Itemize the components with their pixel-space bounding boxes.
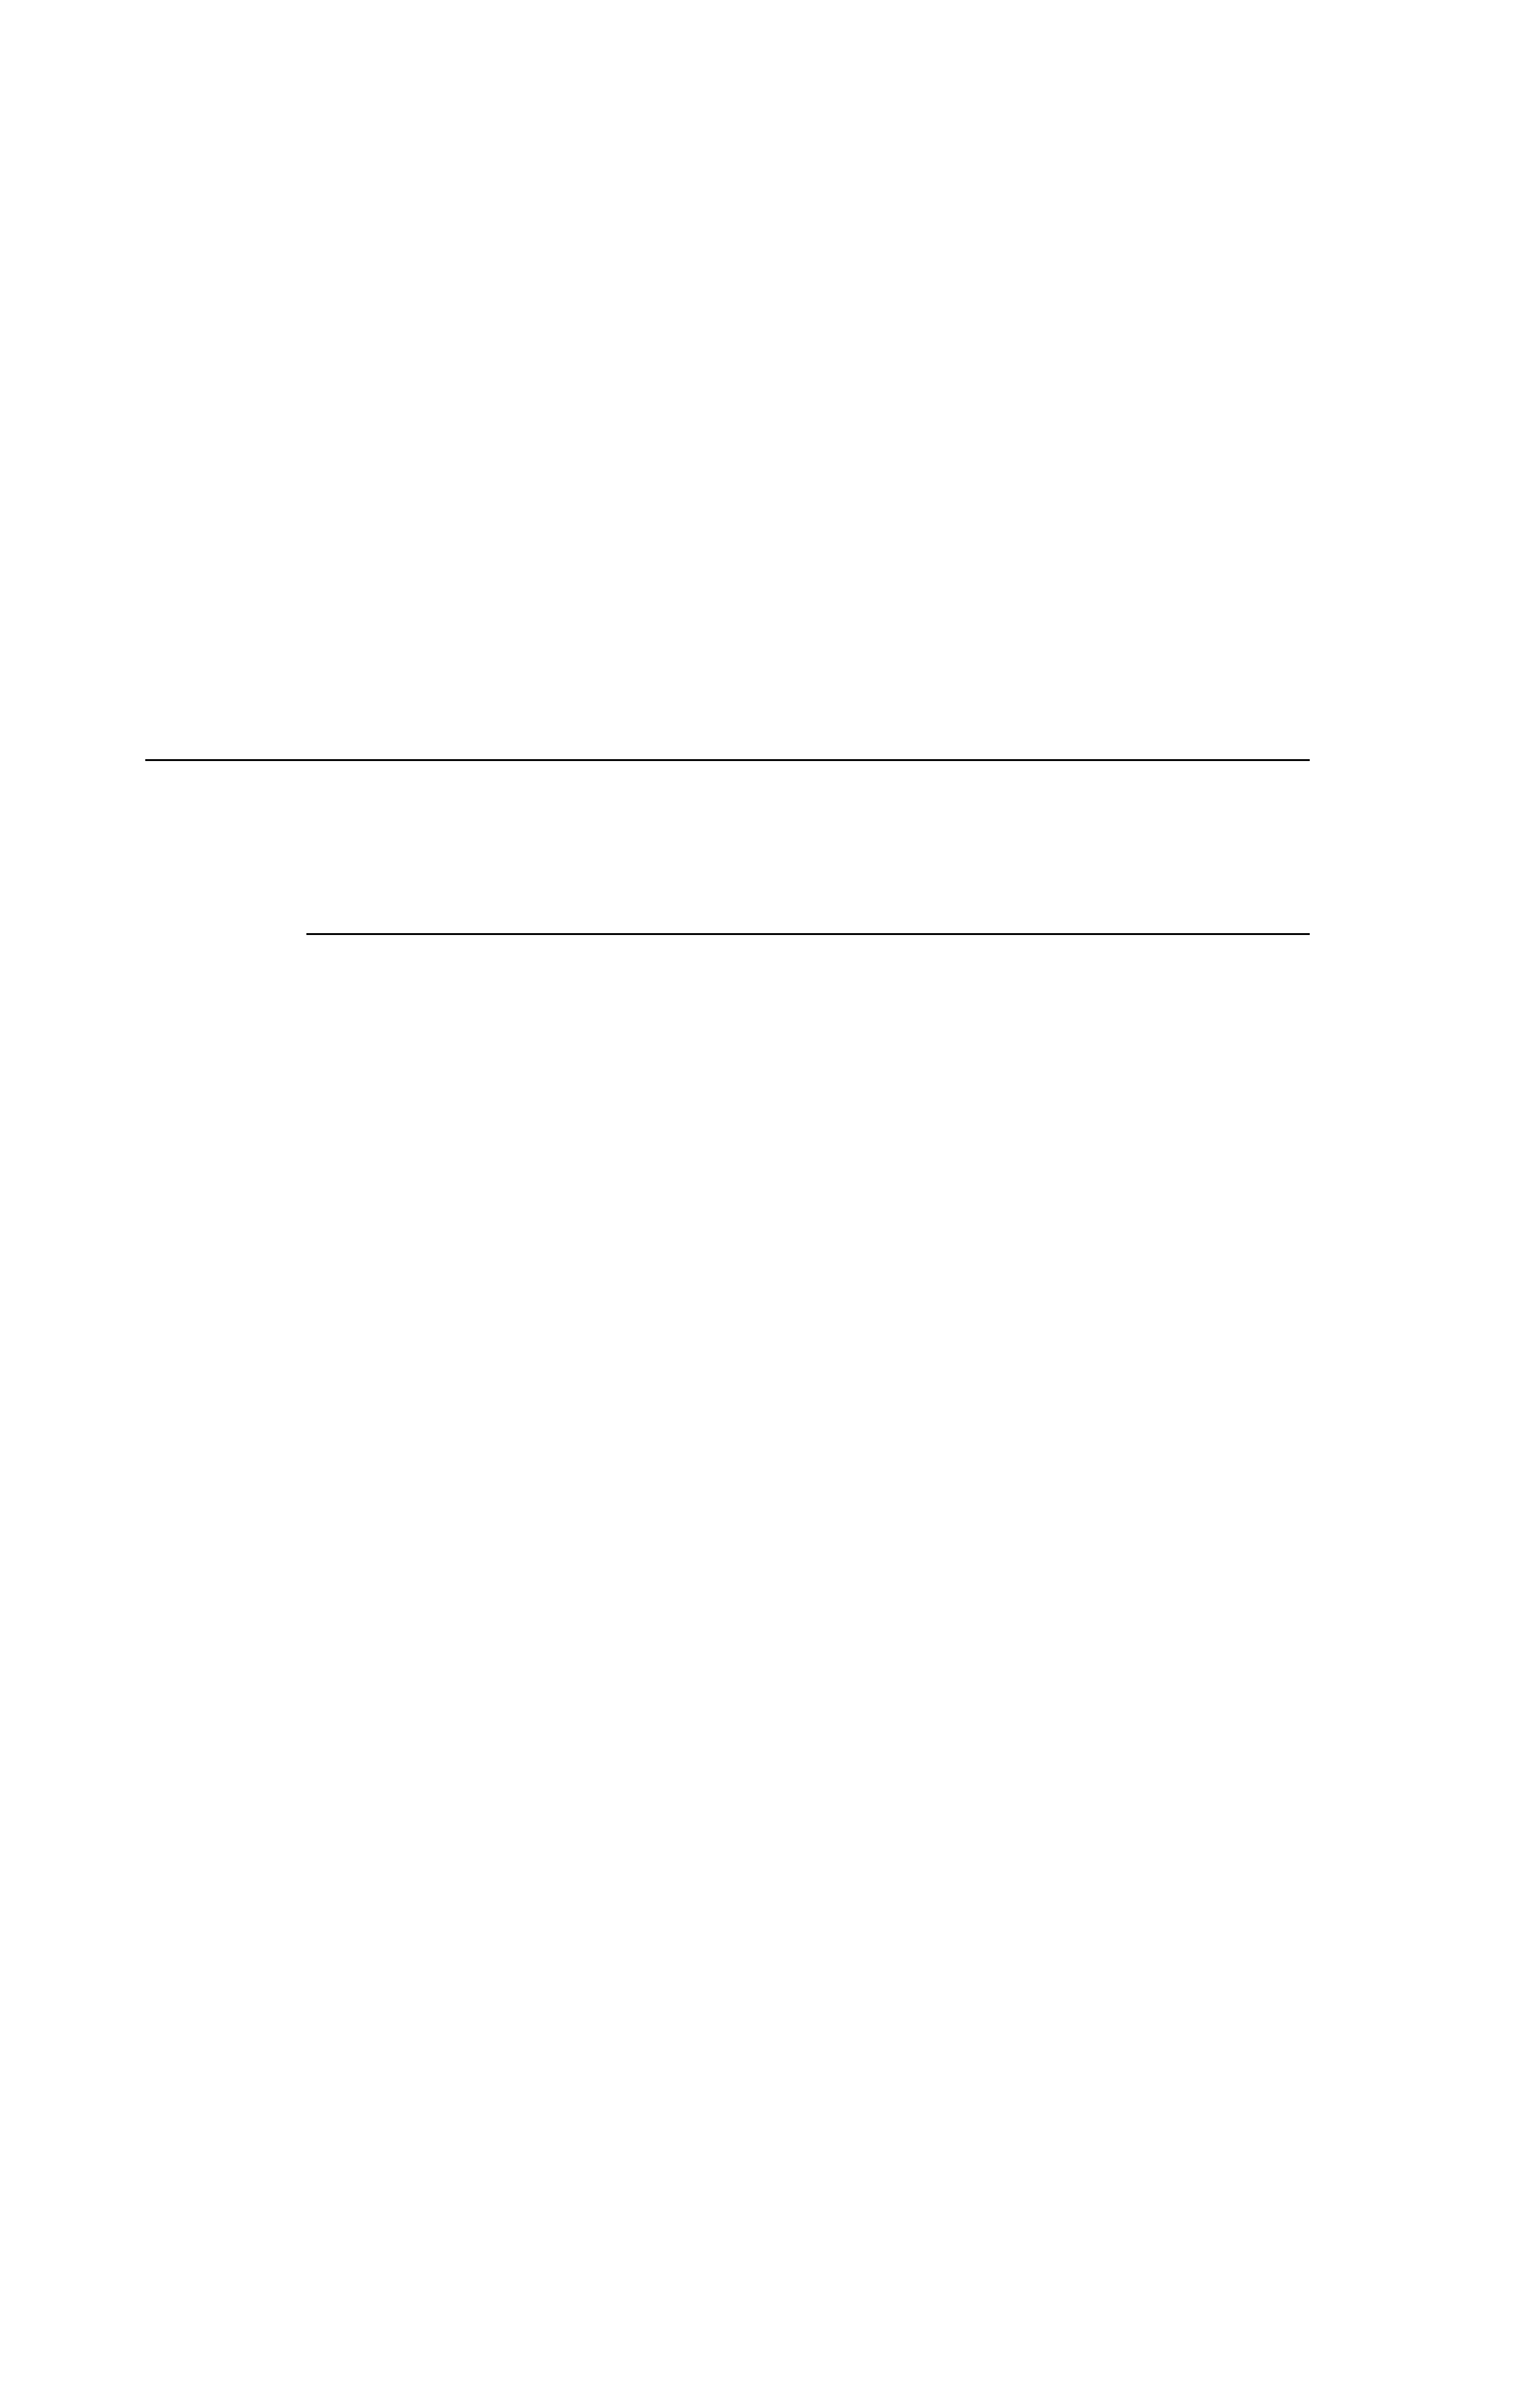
header-sub-rule <box>306 933 1310 935</box>
table-top-rule <box>145 759 1310 761</box>
table-2-5 <box>145 759 1310 1372</box>
